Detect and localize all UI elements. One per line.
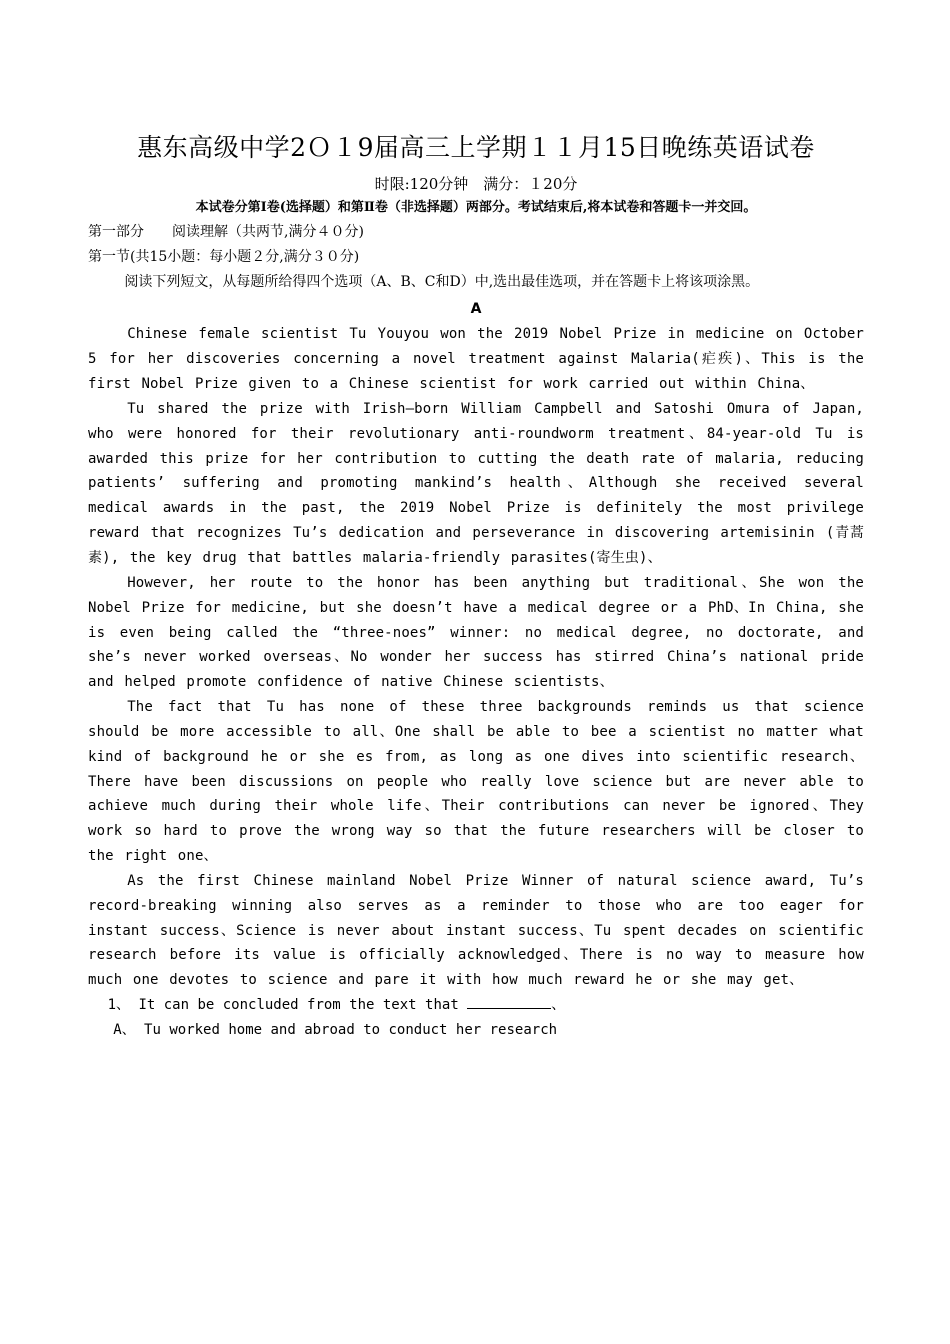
exam-time-score: 时限:120分钟 满分：１20分: [374, 175, 578, 193]
question-1-tail: 、: [551, 997, 566, 1014]
passage-paragraph-2: Tu shared the prize with Irish—born William Campbell and Satoshi Omura of Japan, who were honored for their revolutionary anti-roundworm treatment、84-year-old Tu is awarded this prize for her contribution to cutting the death rate of malaria, reducing patients’ suffering and promoting mankind’s health、Although she received several medical awards in the past, the 2019 Nobel Prize is definitely the most privilege reward that recognizes Tu’s dedication and perseverance in discovering artemisinin (青蒿素), the key drug that battles malaria-friendly parasites(寄生虫)、: [88, 400, 864, 566]
question-1-option-a[interactable]: A、 Tu worked home and abroad to conduct her research: [113, 1021, 558, 1038]
passage-label: A: [470, 301, 482, 318]
question-1-stem: 1、 It can be concluded from the text that: [107, 997, 459, 1014]
passage-paragraph-3: However, her route to the honor has been anything but traditional、She won the Nobel Prize for medicine, but she doesn’t have a medical degree or a PhD、In China, she is even being called the “three-noes” winner: no medical degree, no doctorate, and she’s never worked overseas、No wonder her success has stirred China’s national pride and helped promote confidence of native Chinese scientists、: [88, 574, 864, 691]
part-heading: 第一部分 阅读理解（共两节,满分４０分): [88, 224, 364, 240]
question-1: [88, 993, 864, 1018]
reading-directions: 阅读下列短文，从每题所给得四个选项（A、B、C和D）中,选出最佳选项，并在答题卡上将该项涂黑。: [124, 273, 760, 290]
exam-title: 惠东高级中学2Ｏ１9届高三上学期１１月15日晚练英语试卷: [137, 133, 815, 162]
section-heading: 第一节(共15小题：每小题２分,满分３０分): [88, 248, 360, 265]
passage-paragraph-5: As the first Chinese mainland Nobel Prize Winner of natural science award, Tu’s record-breaking winning also serves as a reminder to those who are too eager for instant success、Science is never about instant success、Tu spent decades on scientific research before its value is officially acknowledged、There is no way to measure how much one devotes to science and pare it with how much reward he or she may get、: [88, 872, 864, 989]
passage-paragraph-4: The fact that Tu has none of these three backgrounds reminds us that science should be more accessible to all、One shall be able to bee a scientist no matter what kind of background he or she es from, as long as one dives into scientific research、There have been discussions on people who really love science but are never able to achieve much during their whole life、Their contributions can never be ignored、They work so hard to prove the wrong way so that the future researchers will be closer to the right one、: [88, 699, 864, 865]
exam-instruction: 本试卷分第Ⅰ卷(选择题）和第Ⅱ卷（非选择题）两部分。考试结束后,将本试卷和答题卡一并交回。: [195, 200, 757, 215]
passage-paragraph-1: Chinese female scientist Tu Youyou won the 2019 Nobel Prize in medicine on October 5 for her discoveries concerning a novel treatment against Malaria(疟疾)、This is the first Nobel Prize given to a Chinese scientist for work carried out within China、: [88, 326, 864, 393]
answer-blank: [467, 994, 551, 1009]
exam-page: [88, 128, 864, 1043]
